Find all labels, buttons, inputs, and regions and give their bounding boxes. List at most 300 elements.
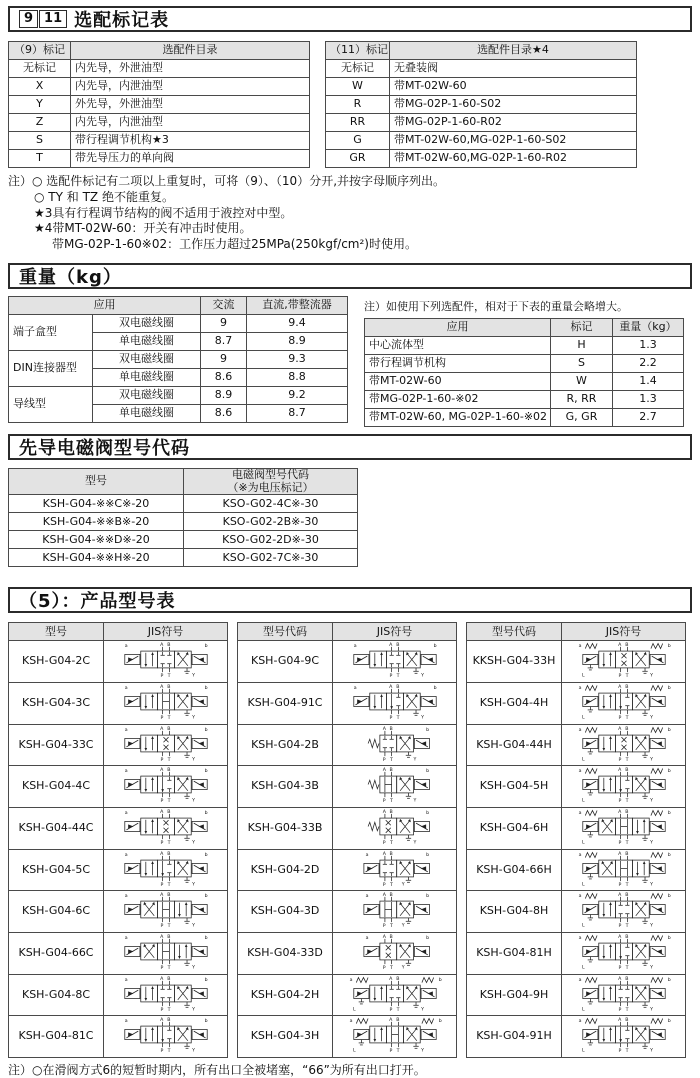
- model-code-cell: KSH-G04-66H: [467, 849, 562, 891]
- svg-text:B: B: [166, 893, 170, 899]
- model-code-cell: KSH-G04-91H: [467, 1016, 562, 1058]
- section3-title: 先导电磁阀型号代码: [19, 438, 190, 460]
- svg-text:a: a: [578, 685, 581, 691]
- svg-text:P: P: [160, 841, 163, 847]
- table-row: [9, 1016, 228, 1058]
- jis-valve-symbol-drawing: [564, 975, 684, 1012]
- model-code-cell: KSH-G04-5H: [467, 766, 562, 808]
- svg-text:B: B: [166, 768, 170, 774]
- cell: 内先导，内泄油型: [71, 114, 310, 132]
- svg-text:P: P: [618, 716, 621, 722]
- cell: 内先导，外泄油型: [71, 60, 310, 78]
- jis-symbol-cell: [562, 974, 686, 1016]
- note-line: 注）○ 选配件标记有二项以上重复时，可将（9）、（10）分开,并按字母顺序列出。: [8, 174, 446, 188]
- svg-text:T: T: [396, 1049, 400, 1055]
- svg-text:P: P: [382, 882, 386, 888]
- svg-text:B: B: [166, 726, 170, 732]
- jis-valve-symbol-drawing: [564, 850, 684, 887]
- section-header-option-marks: [8, 6, 692, 32]
- table-row: [9, 78, 310, 96]
- column-header: 型号: [9, 623, 104, 641]
- svg-text:Y: Y: [191, 1006, 195, 1012]
- column-header: 应用: [365, 319, 551, 337]
- svg-text:Y: Y: [191, 798, 195, 804]
- svg-text:b: b: [433, 644, 437, 650]
- jis-valve-symbol-drawing: [564, 766, 684, 803]
- cell: 8.6: [201, 405, 247, 423]
- model-cell: KSH-G04-※※H※-20: [9, 549, 184, 567]
- svg-text:B: B: [166, 810, 170, 816]
- svg-text:a: a: [578, 852, 581, 858]
- model-code-cell: KSH-G04-44C: [9, 807, 104, 849]
- svg-text:a: a: [349, 977, 352, 983]
- svg-text:Y: Y: [649, 1048, 653, 1054]
- note-line: ○ TY 和 TZ 绝不能重复。: [34, 189, 174, 204]
- model-code-cell: KSH-G04-8C: [9, 974, 104, 1016]
- svg-text:P: P: [389, 674, 392, 680]
- jis-symbol-cell: [104, 766, 228, 808]
- svg-text:Y: Y: [401, 881, 405, 887]
- table-row: [9, 724, 228, 766]
- svg-text:B: B: [166, 1018, 170, 1024]
- cell: G: [326, 132, 390, 150]
- table-row: [9, 60, 310, 78]
- svg-text:L: L: [581, 1006, 585, 1012]
- svg-text:A: A: [159, 810, 163, 816]
- svg-text:T: T: [396, 1007, 400, 1013]
- svg-text:A: A: [617, 685, 621, 691]
- jis-symbol-cell: [333, 1016, 457, 1058]
- svg-text:a: a: [349, 1019, 352, 1025]
- svg-text:Y: Y: [191, 923, 195, 929]
- svg-text:b: b: [425, 894, 429, 900]
- table-row: [9, 96, 310, 114]
- table-row: [9, 549, 358, 567]
- table-header-row: [238, 623, 457, 641]
- product-model-tables: [8, 622, 692, 1057]
- cell: 8.6: [201, 369, 247, 387]
- table-row: [467, 1016, 686, 1058]
- jis-valve-symbol-drawing: [106, 641, 226, 678]
- svg-text:B: B: [389, 726, 393, 732]
- table-row: [326, 78, 637, 96]
- jis-symbol-cell: [333, 641, 457, 683]
- jis-symbol-cell: [562, 724, 686, 766]
- svg-text:P: P: [618, 966, 621, 972]
- note-line: 带MG-02P-1-60※02：工作压力超过25MPa(250kgf/cm²)时使用。: [52, 237, 417, 252]
- table-row: [365, 391, 684, 409]
- svg-text:B: B: [624, 934, 628, 940]
- table-row: [9, 351, 348, 369]
- model-cell: KSH-G04-※※C※-20: [9, 495, 184, 513]
- option-table-9: [8, 41, 310, 168]
- svg-text:b: b: [204, 769, 208, 775]
- svg-text:P: P: [618, 1049, 621, 1055]
- jis-symbol-cell: [562, 683, 686, 725]
- section-header-product-models: [8, 587, 692, 613]
- svg-text:L: L: [581, 923, 585, 929]
- cell: 8.8: [247, 369, 348, 387]
- cell: W: [551, 373, 613, 391]
- svg-text:Y: Y: [649, 798, 653, 804]
- jis-valve-symbol-drawing: [335, 891, 455, 928]
- jis-symbol-cell: [104, 641, 228, 683]
- svg-text:B: B: [395, 643, 399, 649]
- cell: 1.3: [613, 391, 684, 409]
- column-header: 型号代码: [238, 623, 333, 641]
- svg-text:B: B: [166, 851, 170, 857]
- svg-text:A: A: [382, 934, 386, 940]
- svg-text:P: P: [160, 1049, 163, 1055]
- table-row: [467, 891, 686, 933]
- svg-text:L: L: [581, 881, 585, 887]
- svg-text:B: B: [624, 893, 628, 899]
- table-row: [9, 891, 228, 933]
- application-cell: 导线型: [9, 387, 93, 423]
- jis-symbol-cell: [333, 724, 457, 766]
- table-row: [467, 807, 686, 849]
- table-row: [238, 932, 457, 974]
- model-code-cell: KSH-G04-3D: [238, 891, 333, 933]
- svg-text:A: A: [617, 893, 621, 899]
- jis-valve-symbol-drawing: [335, 766, 455, 803]
- svg-text:B: B: [624, 768, 628, 774]
- svg-text:b: b: [433, 685, 437, 691]
- cell: 单电磁线圈: [93, 333, 201, 351]
- svg-text:A: A: [388, 976, 392, 982]
- svg-text:b: b: [204, 644, 208, 650]
- svg-text:B: B: [389, 768, 393, 774]
- table-row: [365, 337, 684, 355]
- svg-text:A: A: [382, 810, 386, 816]
- svg-text:A: A: [159, 893, 163, 899]
- svg-text:A: A: [617, 810, 621, 816]
- model-code-cell: KSH-G04-2D: [238, 849, 333, 891]
- table-row: [326, 114, 637, 132]
- cell: 8.7: [201, 333, 247, 351]
- svg-text:A: A: [617, 726, 621, 732]
- svg-text:Y: Y: [191, 881, 195, 887]
- svg-text:a: a: [124, 644, 128, 650]
- svg-text:b: b: [425, 935, 429, 941]
- model-code-cell: KSH-G04-3C: [9, 683, 104, 725]
- svg-text:T: T: [625, 716, 629, 722]
- jis-symbol-cell: [104, 724, 228, 766]
- model-code-cell: KSH-G04-81H: [467, 932, 562, 974]
- note-line: ★3具有行程调节结构的阀不适用于液控对中型。: [34, 205, 293, 220]
- svg-text:T: T: [389, 882, 393, 888]
- weight-note: 注）如使用下列选配件，相对于下表的重量会略增大。: [364, 300, 628, 314]
- svg-text:P: P: [160, 924, 163, 930]
- jis-symbol-cell: [562, 932, 686, 974]
- svg-text:Y: Y: [649, 757, 653, 763]
- svg-text:Y: Y: [649, 1006, 653, 1012]
- product-table-1: [8, 622, 228, 1057]
- product-table-2: [237, 622, 457, 1057]
- svg-text:P: P: [618, 757, 621, 763]
- svg-text:b: b: [425, 727, 429, 733]
- svg-text:A: A: [617, 851, 621, 857]
- svg-text:T: T: [167, 716, 171, 722]
- jis-valve-symbol-drawing: [106, 975, 226, 1012]
- cell: 2.7: [613, 409, 684, 427]
- svg-text:b: b: [667, 977, 671, 983]
- jis-symbol-cell: [333, 807, 457, 849]
- svg-text:b: b: [438, 977, 442, 983]
- svg-text:b: b: [425, 769, 429, 775]
- model-code-cell: KSH-G04-4C: [9, 766, 104, 808]
- svg-text:b: b: [667, 769, 671, 775]
- svg-text:T: T: [625, 1049, 629, 1055]
- model-code-cell: KSH-G04-9H: [467, 974, 562, 1016]
- cell: 9: [201, 315, 247, 333]
- svg-text:T: T: [625, 1007, 629, 1013]
- column-header: JIS符号: [333, 623, 457, 641]
- table-row: [9, 387, 348, 405]
- table-row: [467, 724, 686, 766]
- svg-text:A: A: [159, 768, 163, 774]
- svg-text:P: P: [618, 924, 621, 930]
- jis-valve-symbol-drawing: [106, 891, 226, 928]
- jis-valve-symbol-drawing: [564, 1016, 684, 1053]
- table-row: [9, 513, 358, 531]
- svg-text:P: P: [618, 882, 621, 888]
- code-cell: KSO-G02-4C※-30: [184, 495, 358, 513]
- svg-text:B: B: [624, 851, 628, 857]
- weight-table-right: [364, 318, 684, 427]
- table-row: [238, 974, 457, 1016]
- jis-valve-symbol-drawing: [335, 808, 455, 845]
- model-cell: KSH-G04-※※D※-20: [9, 531, 184, 549]
- table-row: [9, 807, 228, 849]
- table-row: [467, 932, 686, 974]
- svg-text:b: b: [667, 685, 671, 691]
- svg-text:B: B: [624, 810, 628, 816]
- product-table-3: [466, 622, 686, 1057]
- svg-text:A: A: [159, 934, 163, 940]
- svg-text:a: a: [124, 769, 128, 775]
- svg-text:P: P: [382, 841, 386, 847]
- model-code-cell: KSH-G04-33D: [238, 932, 333, 974]
- table-row: [326, 132, 637, 150]
- svg-text:A: A: [617, 768, 621, 774]
- jis-valve-symbol-drawing: [335, 725, 455, 762]
- jis-symbol-cell: [104, 807, 228, 849]
- svg-text:P: P: [160, 1007, 163, 1013]
- svg-text:P: P: [389, 1007, 392, 1013]
- svg-text:a: a: [124, 894, 128, 900]
- table-row: [238, 891, 457, 933]
- svg-text:B: B: [624, 643, 628, 649]
- svg-text:Y: Y: [401, 923, 405, 929]
- svg-text:T: T: [167, 799, 171, 805]
- svg-text:T: T: [167, 924, 171, 930]
- svg-text:A: A: [159, 851, 163, 857]
- svg-text:B: B: [395, 976, 399, 982]
- svg-text:P: P: [382, 924, 386, 930]
- svg-text:a: a: [124, 935, 128, 941]
- table-row: [365, 355, 684, 373]
- code-cell: KSO-G02-7C※-30: [184, 549, 358, 567]
- svg-text:A: A: [159, 685, 163, 691]
- table-row: [467, 683, 686, 725]
- table-row: [467, 849, 686, 891]
- cell: 9.2: [247, 387, 348, 405]
- svg-text:P: P: [160, 757, 163, 763]
- table-row: [238, 683, 457, 725]
- svg-text:Y: Y: [401, 965, 405, 971]
- svg-text:b: b: [667, 810, 671, 816]
- svg-text:B: B: [395, 1018, 399, 1024]
- jis-valve-symbol-drawing: [335, 641, 455, 678]
- table-row: [365, 373, 684, 391]
- column-header: 标记: [551, 319, 613, 337]
- svg-text:a: a: [578, 644, 581, 650]
- cell: 带MT-02W-60: [365, 373, 551, 391]
- svg-text:b: b: [667, 644, 671, 650]
- jis-symbol-cell: [333, 849, 457, 891]
- table-header-row: [365, 319, 684, 337]
- svg-text:Y: Y: [649, 965, 653, 971]
- jis-symbol-cell: [562, 641, 686, 683]
- svg-text:P: P: [618, 674, 621, 680]
- weight-right-block: [364, 296, 684, 427]
- svg-text:T: T: [167, 674, 171, 680]
- cell: 单电磁线圈: [93, 405, 201, 423]
- cell: GR: [326, 150, 390, 168]
- svg-text:T: T: [389, 799, 393, 805]
- cell: X: [9, 78, 71, 96]
- svg-text:T: T: [167, 757, 171, 763]
- code-cell: KSO-G02-2B※-30: [184, 513, 358, 531]
- cell: 双电磁线圈: [93, 351, 201, 369]
- cell: 1.3: [613, 337, 684, 355]
- svg-text:T: T: [389, 757, 393, 763]
- svg-text:L: L: [352, 1048, 356, 1054]
- svg-text:P: P: [160, 966, 163, 972]
- svg-text:B: B: [389, 893, 393, 899]
- svg-text:Y: Y: [413, 757, 416, 763]
- cell: 带行程调节机构: [365, 355, 551, 373]
- jis-symbol-cell: [562, 849, 686, 891]
- cell: 单电磁线圈: [93, 369, 201, 387]
- svg-text:a: a: [124, 1019, 128, 1025]
- svg-text:a: a: [124, 727, 128, 733]
- column-header: 重量（kg）: [613, 319, 684, 337]
- svg-text:T: T: [625, 841, 629, 847]
- svg-text:a: a: [124, 810, 128, 816]
- svg-text:Y: Y: [191, 673, 195, 679]
- svg-text:L: L: [352, 1006, 356, 1012]
- cell: 带MT-02W-60,MG-02P-1-60-R02: [390, 150, 637, 168]
- jis-symbol-cell: [333, 932, 457, 974]
- svg-text:A: A: [382, 851, 386, 857]
- table-row: [238, 807, 457, 849]
- cell: 1.4: [613, 373, 684, 391]
- cell: Z: [9, 114, 71, 132]
- cell: H: [551, 337, 613, 355]
- column-header: 型号: [9, 469, 184, 495]
- svg-text:b: b: [204, 685, 208, 691]
- cell: 内先导，内泄油型: [71, 78, 310, 96]
- svg-text:Y: Y: [191, 840, 195, 846]
- cell: 9.3: [247, 351, 348, 369]
- table-row: [238, 724, 457, 766]
- column-header: 型号代码: [467, 623, 562, 641]
- model-code-cell: KSH-G04-9C: [238, 641, 333, 683]
- cell: 8.9: [201, 387, 247, 405]
- cell: 无标记: [9, 60, 71, 78]
- weight-table-left: [8, 296, 348, 423]
- model-code-cell: KSH-G04-33B: [238, 807, 333, 849]
- jis-symbol-cell: [333, 766, 457, 808]
- svg-text:T: T: [625, 757, 629, 763]
- svg-text:a: a: [124, 977, 128, 983]
- model-code-cell: KSH-G04-44H: [467, 724, 562, 766]
- column-header: 电磁阀型号代码 （※为电压标记）: [184, 469, 358, 495]
- table-header-row: [467, 623, 686, 641]
- svg-text:L: L: [581, 1048, 585, 1054]
- svg-text:A: A: [617, 1018, 621, 1024]
- svg-text:b: b: [204, 894, 208, 900]
- cell: 带MT-02W-60, MG-02P-1-60-※02: [365, 409, 551, 427]
- svg-text:Y: Y: [420, 1006, 424, 1012]
- svg-text:P: P: [160, 882, 163, 888]
- jis-valve-symbol-drawing: [564, 933, 684, 970]
- table-row: [9, 150, 310, 168]
- svg-text:A: A: [617, 643, 621, 649]
- svg-text:L: L: [581, 840, 585, 846]
- cell: 无标记: [326, 60, 390, 78]
- svg-text:T: T: [389, 841, 393, 847]
- column-header: （11）标记: [326, 42, 390, 60]
- svg-text:B: B: [166, 643, 170, 649]
- jis-valve-symbol-drawing: [106, 683, 226, 720]
- svg-text:T: T: [167, 841, 171, 847]
- column-header: 应用: [9, 297, 201, 315]
- svg-text:P: P: [618, 1007, 621, 1013]
- svg-text:T: T: [167, 1049, 171, 1055]
- table-row: [326, 60, 637, 78]
- jis-symbol-cell: [104, 849, 228, 891]
- svg-text:Y: Y: [420, 715, 424, 721]
- jis-valve-symbol-drawing: [106, 808, 226, 845]
- jis-valve-symbol-drawing: [564, 725, 684, 762]
- svg-text:A: A: [382, 768, 386, 774]
- cell: 带MG-02P-1-60-R02: [390, 114, 637, 132]
- table-row: [365, 409, 684, 427]
- jis-symbol-cell: [104, 891, 228, 933]
- svg-text:B: B: [166, 976, 170, 982]
- svg-text:b: b: [204, 810, 208, 816]
- svg-text:T: T: [625, 882, 629, 888]
- cell: 9: [201, 351, 247, 369]
- cell: 无叠装阀: [390, 60, 637, 78]
- jis-valve-symbol-drawing: [564, 683, 684, 720]
- column-header: 选配件目录: [71, 42, 310, 60]
- svg-text:Y: Y: [649, 881, 653, 887]
- svg-text:Y: Y: [191, 757, 195, 763]
- table-row: [9, 932, 228, 974]
- svg-text:Y: Y: [413, 798, 416, 804]
- jis-valve-symbol-drawing: [335, 850, 455, 887]
- column-header: 交流: [201, 297, 247, 315]
- code-cell: KSO-G02-2D※-30: [184, 531, 358, 549]
- svg-text:L: L: [581, 673, 585, 679]
- model-code-cell: KSH-G04-91C: [238, 683, 333, 725]
- jis-symbol-cell: [104, 683, 228, 725]
- svg-text:a: a: [353, 644, 357, 650]
